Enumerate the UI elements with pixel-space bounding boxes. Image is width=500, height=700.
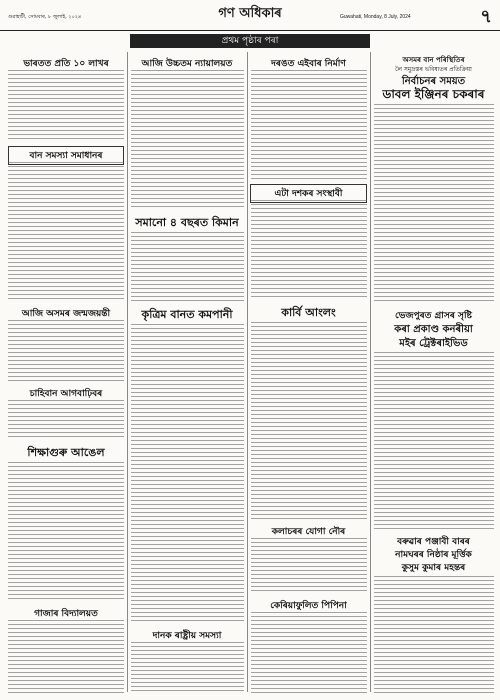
article-body [251, 612, 367, 694]
headline: নামঘৰৰ নিষ্ঠাৰ মূৰ্ত্তিক [395, 550, 472, 560]
headline: আজি উচ্চতম ন্যায়ালয়ত [141, 59, 233, 69]
headline: বৰুৱাৰ পঞ্জাবী বাৰৰ [397, 537, 470, 547]
headline: কাৰ্বি আংলং [281, 306, 336, 319]
column-rule [370, 52, 371, 692]
article-body [131, 642, 244, 694]
headline: আজি অসমৰ জন্মজয়ন্তী [21, 309, 111, 319]
article-body [374, 576, 494, 694]
headline: ভেজপুৰত গ্ৰাসৰ সৃষ্টি [395, 311, 472, 321]
article-body [251, 200, 367, 300]
article-body [8, 320, 124, 382]
section-banner: প্ৰথম পৃষ্ঠাৰ পৰা [130, 34, 370, 48]
headline: এটা দশকৰ সংস্থাবী [250, 184, 367, 203]
article-body [8, 162, 124, 302]
headline: কলাচৰৰ যোগা নৌৰ [271, 527, 346, 537]
column-rule [247, 52, 248, 692]
headline: মইৰ ট্ৰেক্টৰাইভিড [399, 338, 468, 349]
headline: নিৰ্বাচনৰ সময়ত [401, 76, 466, 87]
article-body [251, 322, 367, 520]
article-body [8, 620, 124, 694]
article-body [251, 538, 367, 594]
kicker: অসমৰ বান পৰিস্থিতিৰ [402, 56, 465, 64]
article-body [8, 70, 124, 142]
headline: গাজাৰ বিদ্যালয়ত [34, 609, 98, 619]
headline: শিক্ষাগুৰু আঙেল [27, 446, 105, 459]
headline: কৃত্ৰিম বানত কমপানী [141, 308, 233, 321]
masthead-date-assamese: গুৱাহাটী, সোমবাৰ, ৮ জুলাই, ২০২৪ [8, 14, 82, 20]
headline: কুসুম কুমাৰ মহন্তৰ [401, 563, 466, 573]
article-body [374, 104, 494, 304]
headline: কৰা প্ৰকাণ্ড কনৰীয়া [394, 324, 473, 335]
article-body [251, 70, 367, 180]
article-body [8, 462, 124, 602]
headline: দৰঙত এইবাৰ নিৰ্মাণ [271, 59, 346, 69]
article-body [131, 70, 244, 210]
headline: সমানো ৪ বছৰত কিমান [135, 216, 239, 229]
article-body [8, 400, 124, 440]
article-body [131, 324, 244, 624]
masthead-title: গণ অধিকাৰ [218, 6, 282, 21]
headline: চাহিবান আগবাঢ়িবৰ [29, 389, 103, 399]
headline: কেৰিয়াফুলিত পিপিনা [270, 601, 347, 611]
headline: ভাৰতত প্ৰতি ১০ লাখৰ [23, 59, 109, 69]
page-number: ৭ [480, 6, 492, 27]
masthead-date-english: Guwahati, Monday, 8 July, 2024 [340, 14, 411, 20]
masthead [0, 0, 500, 31]
subheadline: লৈ সমুদ্ৰস্তৰ ভবিষ্যতৰ প্ৰতিক্ৰিয়া [395, 66, 472, 73]
headline: দানক ৰাষ্ট্ৰীয় সমস্যা [152, 631, 222, 641]
column-rule [127, 52, 128, 692]
article-body [374, 352, 494, 530]
headline: বান সমস্যা সমাধানৰ [8, 146, 124, 165]
article-body [131, 232, 244, 302]
headline: ডাবল ইঞ্জিনৰ চকৰাৰ [382, 87, 485, 101]
